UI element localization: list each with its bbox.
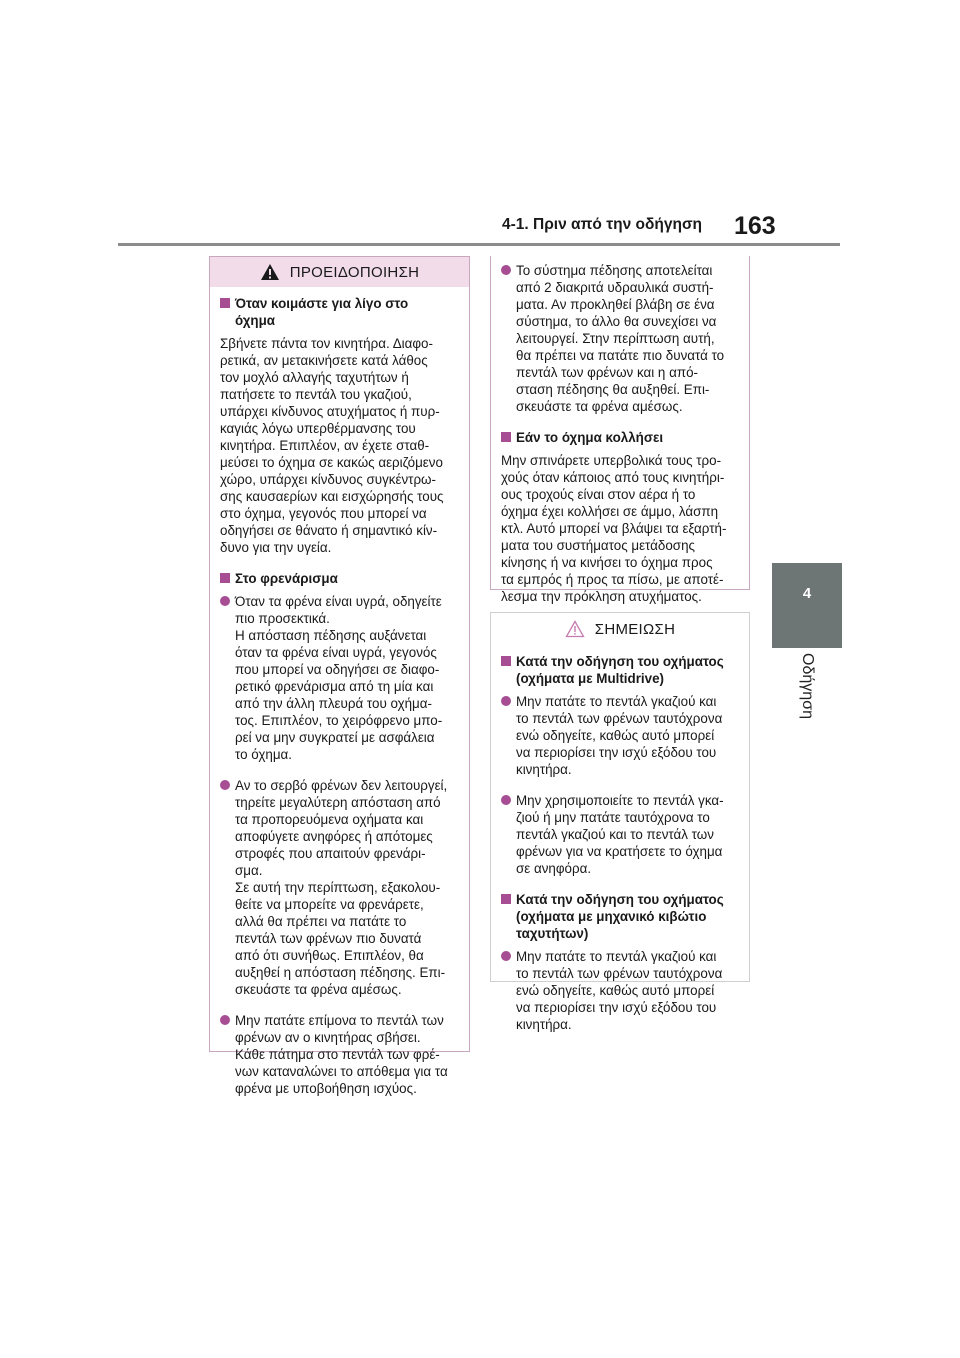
square-bullet-icon — [501, 656, 511, 666]
subhead-text: Εάν το όχημα κολλήσει — [516, 430, 664, 445]
round-bullet-icon — [501, 795, 511, 805]
list-item — [501, 693, 740, 778]
list-item — [501, 948, 740, 1033]
warning-paragraph: Σβήνετε πάντα τον κινητήρα. Διαφο- ρετικά, αν μετακινήσετε κατά λάθος τον μοχλό αλλαγής ταχυτήτων ή πατήσετε το πεντάλ του γκαζιού, υπάρχει κίνδυνος ατυχήματος ή πυρ- καγιάς λόγω υπερθέρμανσης του κινητήρα. Επιπλέον, αν έχετε σταθ- μεύσει το όχημα σε κακώς αεριζόμενο χώρο, υπάρχει κίνδυνος συγκέντρω- σης καυσαερίων και εισχώρησής τους στο όχημα, γεγονός που μπορεί να οδηγήσει σε θάνατο ή σημαντικό κίν- δυνο για την υγεία. — [220, 336, 444, 555]
note-subhead — [501, 891, 740, 942]
chapter-label — [760, 654, 854, 718]
list-item — [501, 262, 740, 415]
list-item-text: Μην πατάτε επίμονα το πεντάλ των φρένων αν ο κινητήρας σβήσει. Κάθε πάτημα στο πεντάλ των φρέ- νων καταναλώνει το απόθεμα για τα φρένα με υποβοήθηση ισχύος. — [235, 1013, 448, 1096]
round-bullet-icon — [501, 696, 511, 706]
round-bullet-icon — [220, 596, 230, 606]
warning-content-continued — [491, 256, 749, 605]
page-number: 163 — [734, 212, 776, 240]
note-header — [491, 613, 749, 645]
square-bullet-icon — [220, 298, 230, 308]
chapter-tab — [772, 563, 842, 648]
chapter-label-text: Οδήγηση — [798, 653, 816, 719]
list-item-text: Μην πατάτε το πεντάλ γκαζιού και το πεντάλ των φρένων ταυτόχρονα ενώ οδηγείτε, καθώς αυτό μπορεί να περιορίσει την ισχύ εξόδου του κινητήρα. — [516, 949, 723, 1032]
list-item — [220, 777, 460, 998]
note-title: ΣΗΜΕΙΩΣΗ — [594, 620, 676, 638]
round-bullet-icon — [220, 1015, 230, 1025]
warning-subhead — [501, 429, 740, 446]
warning-title: ΠΡΟΕΙΔΟΠΟΙΗΣΗ — [289, 263, 420, 281]
warning-subhead — [220, 295, 460, 329]
caution-icon — [565, 620, 585, 638]
list-item-text: Όταν τα φρένα είναι υγρά, οδηγείτε πιο προσεκτικά. Η απόσταση πέδησης αυξάνεται όταν τα φρένα είναι υγρά, γεγονός που μπορεί να οδηγήσει σε διαφο- ρετικό φρενάρισμα από τη μία και από την άλλη πλευρά του οχήμα- τος. Επιπλέον, το χειρόφρενο μπο- ρεί να μην συγκρατεί με ασφάλεια το όχημα. — [235, 594, 443, 762]
square-bullet-icon — [501, 894, 511, 904]
section-title: 4-1. Πριν από την οδήγηση — [502, 216, 703, 233]
warning-header — [210, 257, 469, 287]
square-bullet-icon — [220, 573, 230, 583]
list-item — [501, 792, 740, 877]
list-item — [220, 1012, 460, 1097]
list-item-text: Μην πατάτε το πεντάλ γκαζιού και το πεντάλ των φρένων ταυτόχρονα ενώ οδηγείτε, καθώς αυτό μπορεί να περιορίσει την ισχύ εξόδου του κινητήρα. — [516, 694, 723, 777]
square-bullet-icon — [501, 432, 511, 442]
subhead-text: Στο φρενάρισμα — [235, 571, 338, 586]
list-item — [220, 593, 460, 763]
warning-subhead — [220, 570, 460, 587]
subhead-text: Κατά την οδήγηση του οχήματος (οχήματα με Multidrive) — [516, 654, 724, 686]
note-subhead — [501, 653, 740, 687]
warning-content — [210, 287, 469, 1097]
subhead-text: Όταν κοιμάστε για λίγο στο όχημα — [235, 296, 409, 328]
chapter-number: 4 — [802, 585, 812, 602]
round-bullet-icon — [501, 951, 511, 961]
round-bullet-icon — [220, 780, 230, 790]
list-item-text: Το σύστημα πέδησης αποτελείται από 2 διακριτά υδραυλικά συστή- ματα. Αν προκληθεί βλάβη σε ένα σύστημα, το άλλο θα συνεχίσει να λειτουργεί. Στην περίπτωση αυτή, θα πρέπει να πατάτε πιο δυνατά το πεντάλ των φρένων και η από- σταση πέδησης θα αυξηθεί. Επι- σκευάστε τα φρένα αμέσως. — [516, 263, 725, 414]
warning-box-continued — [490, 256, 750, 604]
list-item-text: Μην χρησιμοποιείτε το πεντάλ γκα- ζιού ή μην πατάτε ταυτόχρονα το πεντάλ γκαζιού και το πεντάλ των φρένων για να κρατήσετε το όχημα σε ανηφόρα. — [516, 793, 724, 876]
warning-box — [209, 256, 470, 1096]
header-divider — [118, 243, 840, 246]
list-item-text: Αν το σερβό φρένων δεν λειτουργεί, τηρείτε μεγαλύτερη απόσταση από τα προπορευόμενα οχήματα και αποφύγετε ανηφόρες ή απότομες στροφές που απαιτούν φρενάρι- σμα. Σε αυτή την περίπτωση, εξακολου- θείτε να μπορείτε να φρενάρετε, αλλά θα πρέπει να πατάτε το πεντάλ των φρένων πιο δυνατά από ότι συνήθως. Επιπλέον, θα αυξηθεί η απόσταση πέδησης. Επι- σκευάστε τα φρένα αμέσως. — [235, 778, 448, 997]
subhead-text: Κατά την οδήγηση του οχήματος (οχήματα με μηχανικό κιβώτιο ταχυτήτων) — [516, 892, 724, 941]
warning-icon — [260, 263, 280, 281]
warning-paragraph: Μην σπινάρετε υπερβολικά τους τρο- χούς όταν κάποιος από τους κινητήρι- ους τροχούς είναι στον αέρα ή το όχημα έχει κολλήσει σε άμμο, λάσπη κτλ. Αυτό μπορεί να βλάψει τα εξαρτή- ματα του συστήματος μετάδοσης κίνησης ή να κινήσει το όχημα προς τα εμπρός ή προς τα πίσω, με αποτέ- λεσμα την πρόκληση ατυχήματος. — [501, 453, 727, 604]
note-content — [491, 645, 749, 1033]
note-box — [490, 612, 750, 1032]
round-bullet-icon — [501, 265, 511, 275]
